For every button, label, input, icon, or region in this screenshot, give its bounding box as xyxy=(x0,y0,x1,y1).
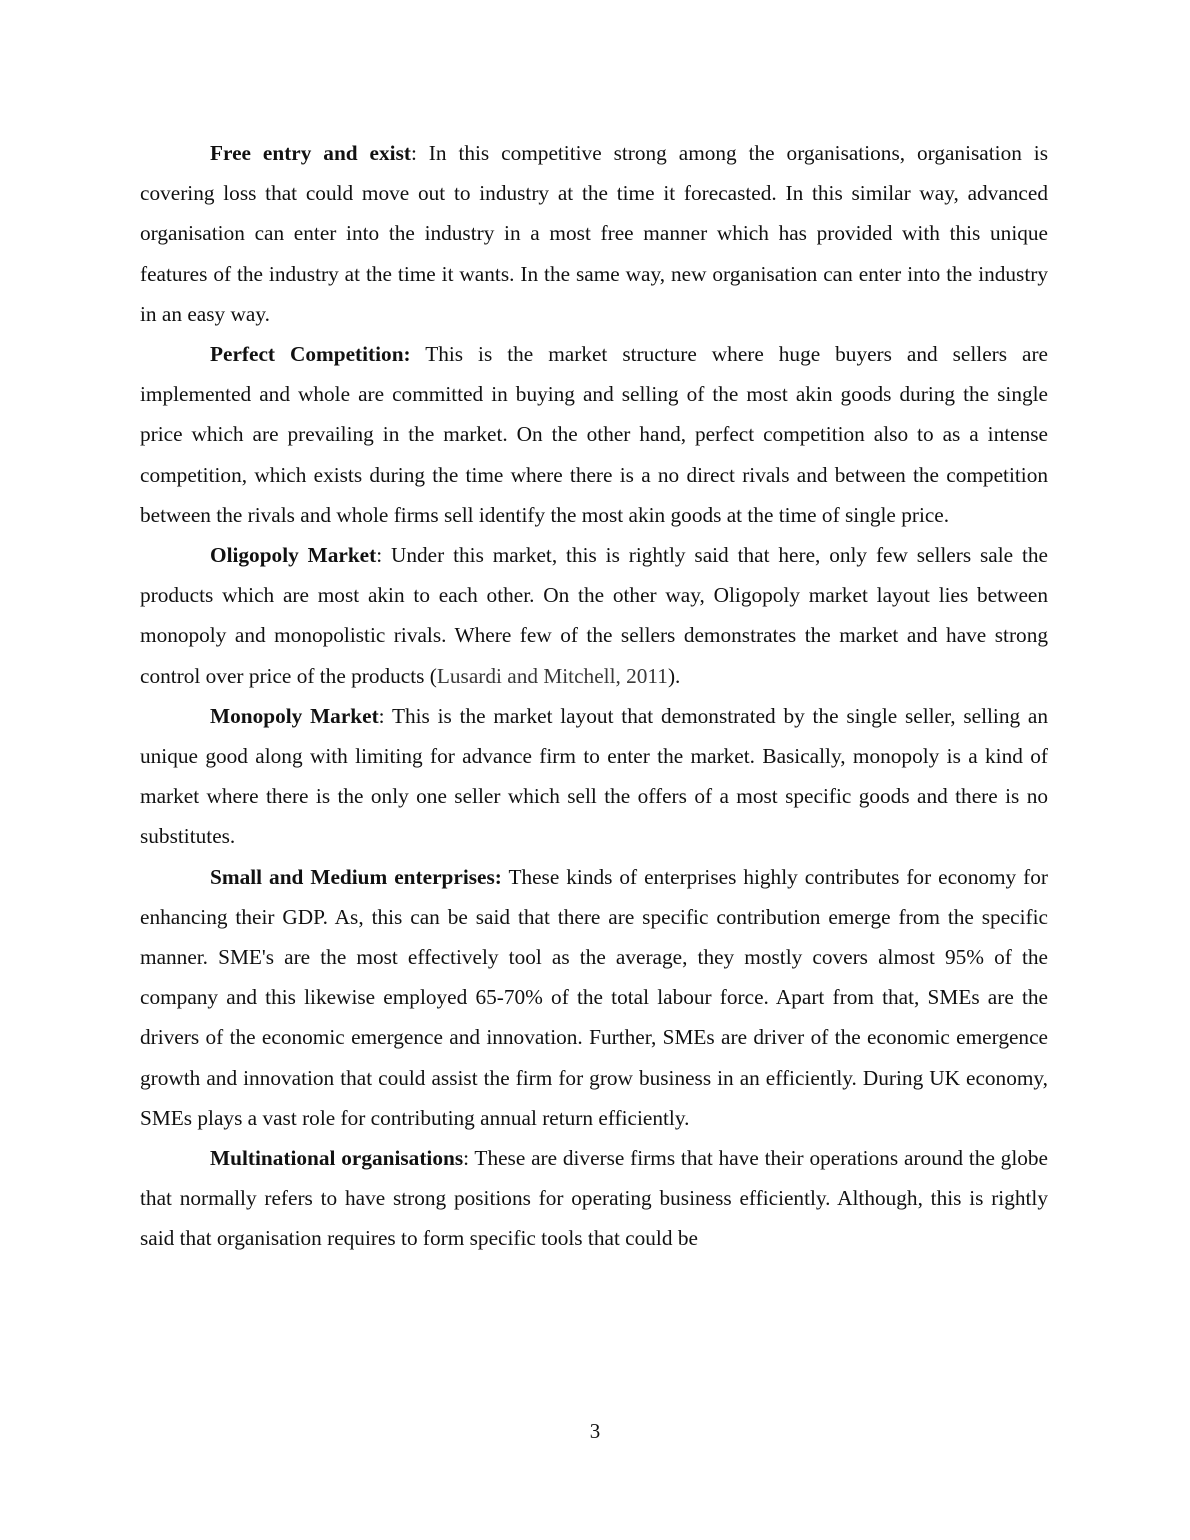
paragraph-oligopoly-market xyxy=(140,535,1048,696)
paragraph-text: : In this competitive strong among the organisations, organisation is covering loss that could move out to industry at the time it forecasted. In this similar way, advanced organisation can enter into the industry in a most free manner which has provided with this unique features of the industry at the time it wants. In the same way, new organisation can enter into the industry in an easy way. xyxy=(140,141,1048,326)
paragraph-text: : Under this market, this is rightly said that here, only few sellers sale the products which are most akin to each other. On the other way, Oligopoly market layout lies between monopoly and monopolistic rivals. Where few of the sellers demonstrates the market and have strong control over price of the products ( xyxy=(140,543,1048,688)
term-perfect-competition: Perfect Competition: xyxy=(210,342,411,367)
paragraph-multinational xyxy=(140,1138,1048,1259)
term-multinational: Multinational organisations xyxy=(210,1146,464,1171)
paragraph-monopoly-market xyxy=(140,696,1048,857)
term-sme: Small and Medium enterprises: xyxy=(210,864,502,889)
paragraph-perfect-competition xyxy=(140,334,1048,535)
page-number: 3 xyxy=(589,1419,601,1443)
paragraph-text: These kinds of enterprises highly contributes for economy for enhancing their GDP. As, this can be said that there are specific contribution emerge from the specific manner. SME's are the most effectively tool as the average, they mostly covers almost 95% of the company and this likewise employed 65-70% of the total labour force. Apart from that, SMEs are the drivers of the economic emergence and innovation. Further, SMEs are driver of the economic emergence growth and innovation that could assist the firm for grow business in an efficiently. During UK economy, SMEs plays a vast role for contributing annual return efficiently. xyxy=(140,864,1049,1130)
term-monopoly-market: Monopoly Market xyxy=(210,703,379,728)
term-oligopoly-market: Oligopoly Market xyxy=(210,543,377,568)
term-free-entry: Free entry and exist xyxy=(210,141,411,165)
paragraph-text: : This is the market layout that demonstrated by the single seller, selling an unique good along with limiting for advance firm to enter the market. Basically, monopoly is a kind of market where there is the only one seller which sell the offers of a most specific goods and there is no substitutes. xyxy=(140,703,1048,849)
document-body xyxy=(140,133,1048,1259)
citation: Lusardi and Mitchell, 2011 xyxy=(436,663,668,688)
paragraph-text: : These are diverse firms that have their operations around the globe that normally refers to have strong positions for operating business efficiently. Although, this is rightly said that organisation requires to form specific tools that could be xyxy=(140,1146,1048,1251)
paragraph-text: This is the market structure where huge buyers and sellers are implemented and whole are committed in buying and selling of the most akin goods during the single price which are prevailing in the market. On the other hand, perfect competition also to as a intense competition, which exists during the time where there is a no direct rivals and between the competition between the rivals and whole firms sell identify the most akin goods at the time of single price. xyxy=(140,342,1048,527)
paragraph-text: ). xyxy=(667,663,681,688)
paragraph-sme xyxy=(140,857,1048,1138)
paragraph-free-entry xyxy=(140,133,1048,334)
